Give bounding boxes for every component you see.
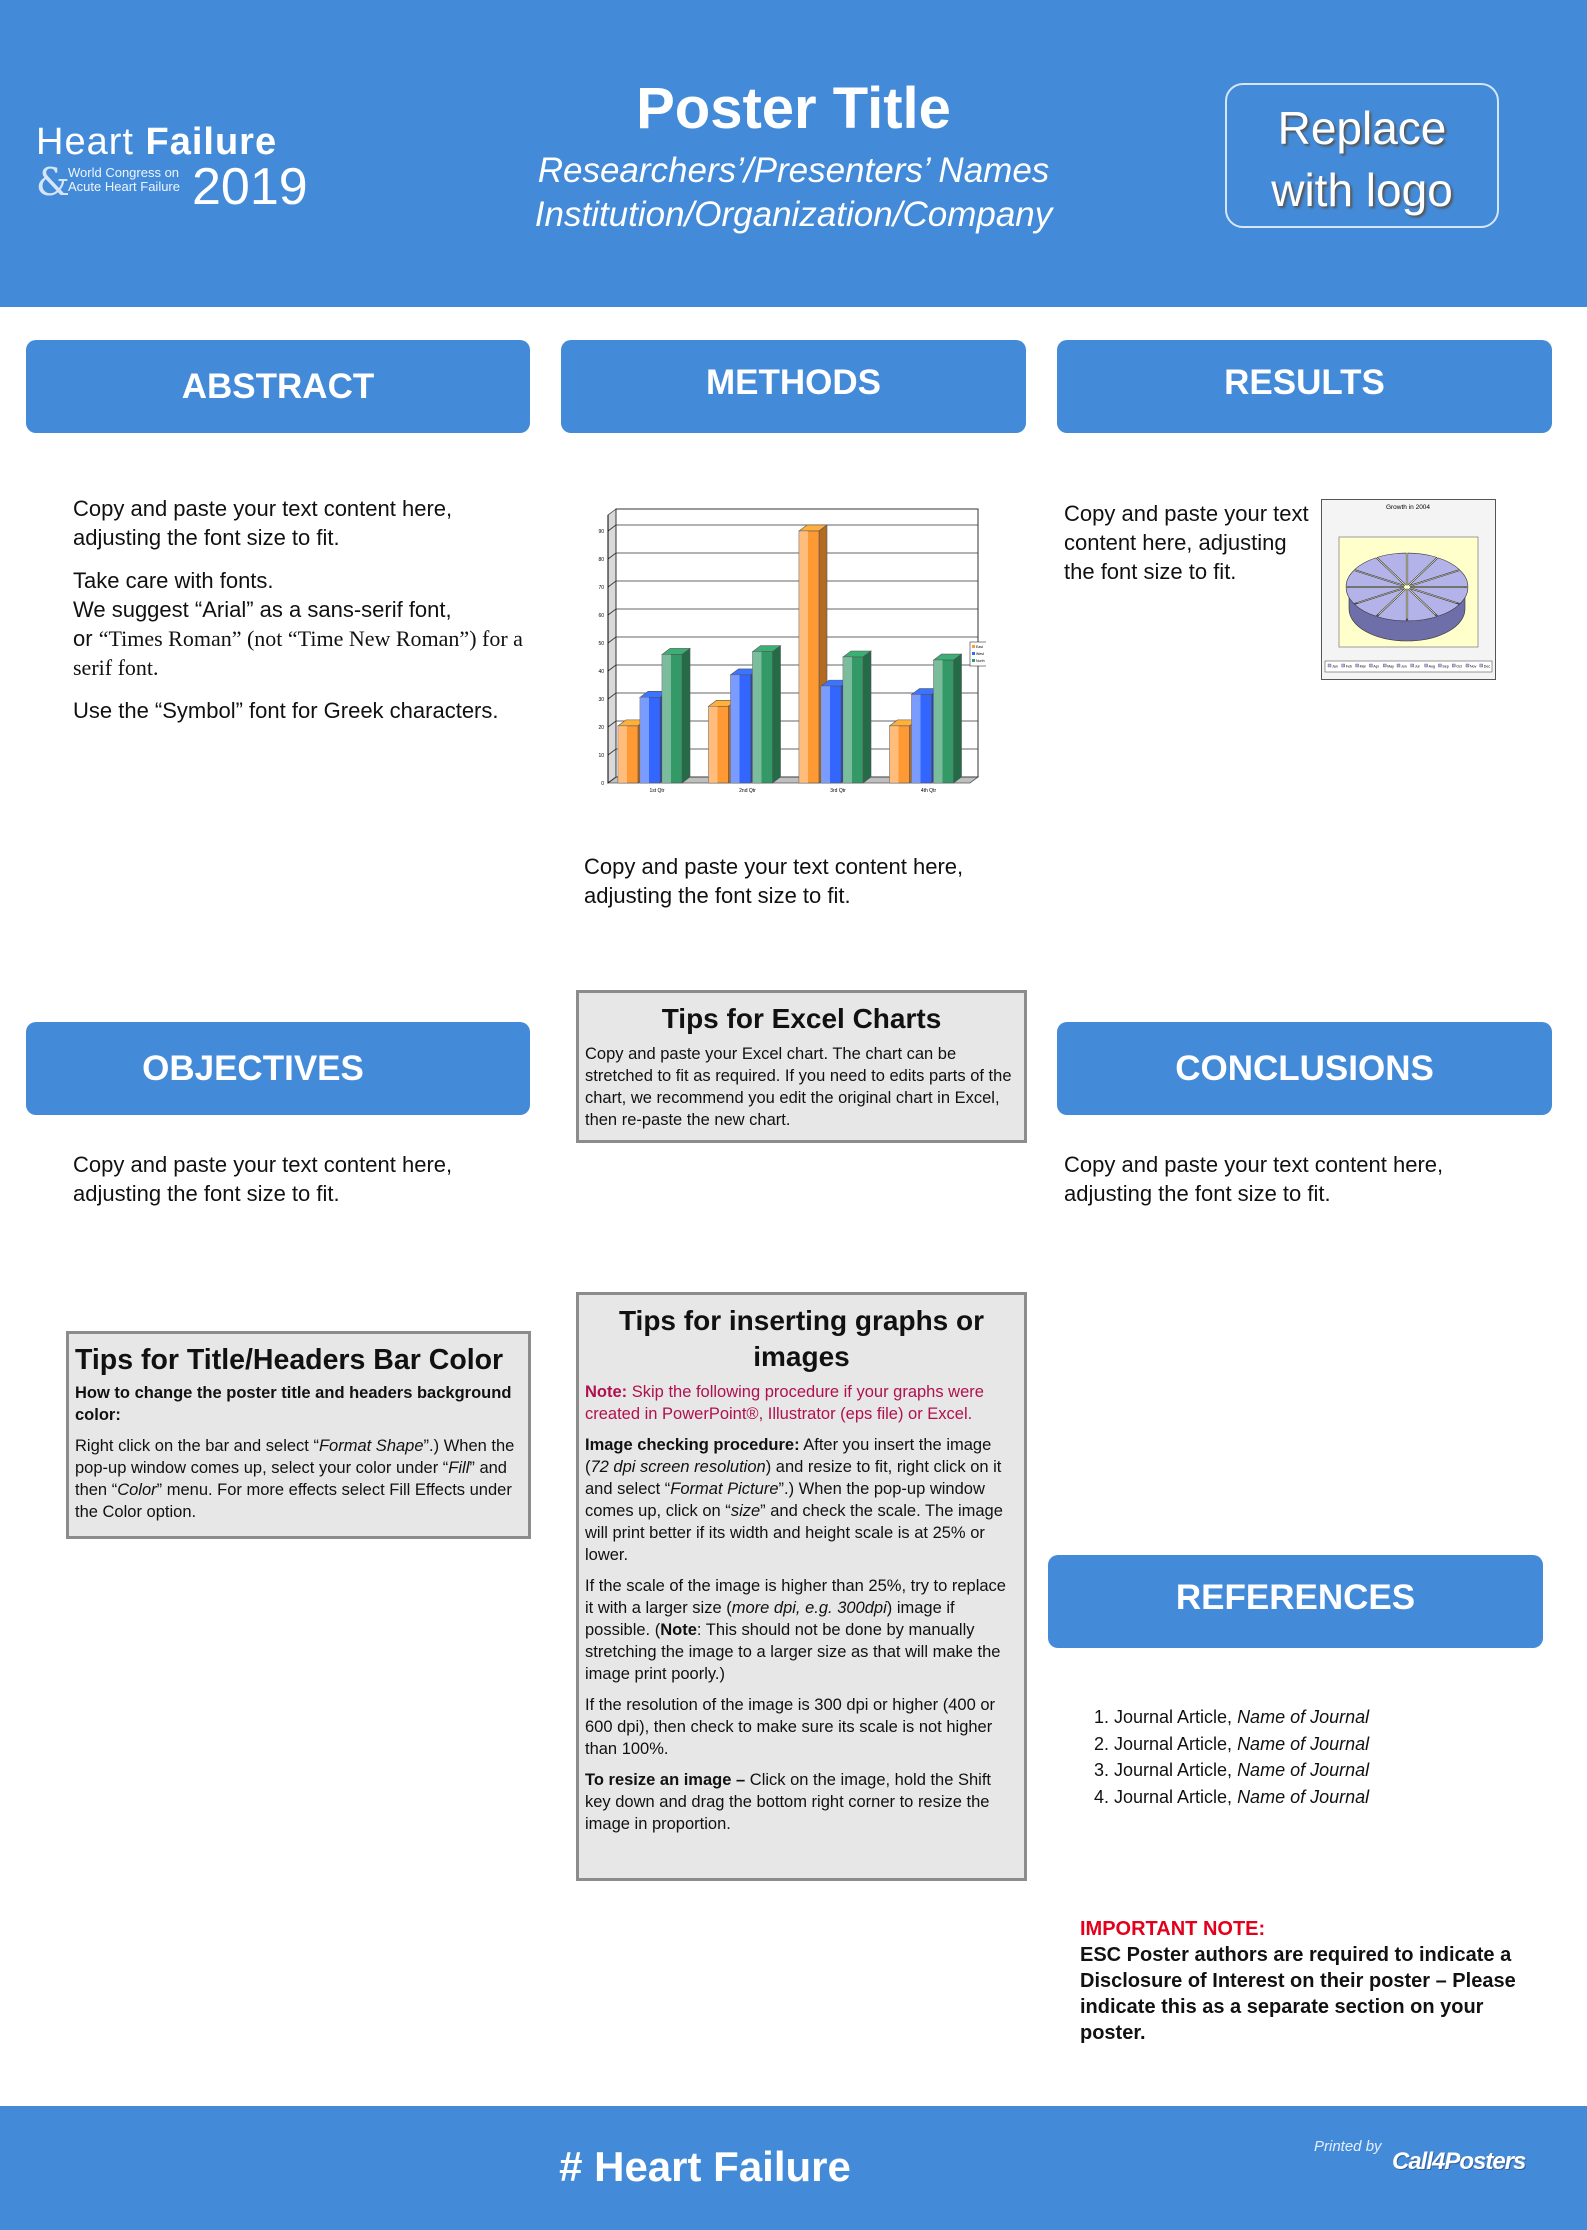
results-pie-chart <box>1321 499 1496 680</box>
bar-highlight <box>618 726 627 783</box>
y-tick-label: 50 <box>598 641 604 647</box>
pie-legend-label: Apr <box>1373 664 1379 669</box>
bar-highlight <box>753 652 762 783</box>
pie-legend-swatch <box>1438 664 1441 667</box>
x-tick-label: 4th Qtr <box>920 788 937 794</box>
tips-graphs-resize: To resize an image – Click on the image, hold the Shift key down and drag the bottom right corner to resize the image in proportion. <box>585 1771 991 1833</box>
methods-header: METHODS <box>561 340 1026 433</box>
important-note-label: IMPORTANT NOTE: <box>1080 1918 1266 1940</box>
important-note <box>1080 1916 1530 2046</box>
bar-side <box>682 648 690 783</box>
brand-sub-line2: Acute Heart Failure <box>68 179 180 194</box>
legend-label: West <box>976 652 984 656</box>
y-tick-label: 80 <box>598 557 604 563</box>
pie-legend-swatch <box>1480 664 1483 667</box>
brand-year: 2019 <box>192 158 308 216</box>
pie-legend-swatch <box>1383 664 1386 667</box>
x-tick-label: 2nd Qtr <box>739 788 756 794</box>
bar-side <box>773 646 781 783</box>
tips-bar-color-box <box>66 1331 531 1539</box>
footer-hashtag: # Heart Failure <box>559 2143 851 2190</box>
pie-legend-swatch <box>1369 664 1372 667</box>
abstract-arial-line: We suggest “Arial” as a sans-serif font, <box>73 597 452 622</box>
bar-side <box>863 651 871 783</box>
tips-bar-text: Right click on the bar and select “Format Shape”.) When the pop-up window comes up, select your color under “Fill” and then “Color” menu. For more effects select Fill Effects under the Color option. <box>75 1437 515 1521</box>
legend-label: North <box>976 659 985 663</box>
tips-graphs-note: Note: Skip the following procedure if your graphs were created in PowerPoint®, Illustrator (eps file) or Excel. <box>585 1383 984 1423</box>
pie-legend-label: Sep <box>1442 664 1449 669</box>
pie-legend-swatch <box>1452 664 1455 667</box>
pie-legend-label: Mar <box>1359 664 1366 669</box>
abstract-text <box>73 494 533 739</box>
pie-legend-label: Jun <box>1401 664 1407 669</box>
tips-graphs-scale: If the scale of the image is higher than 25%, try to replace it with a larger size (more dpi, e.g. 300dpi) image if possible. (Note: This should not be done by manually stretching the image to a larger size as that will make the image print poorly.) <box>585 1577 1006 1683</box>
printed-by-label: Printed by <box>1314 2138 1382 2155</box>
methods-bar-chart <box>586 500 986 805</box>
bar-highlight <box>799 531 808 783</box>
reference-item: 2. Journal Article, Name of Journal <box>1114 1731 1420 1758</box>
tips-bar-title: Tips for Title/Headers Bar Color <box>75 1344 504 1376</box>
pie-chart-title: Growth in 2004 <box>1385 504 1431 511</box>
tips-excel-text: Copy and paste your Excel chart. The chart can be stretched to fit as required. If you need to edits parts of the chart, we recommend you edit the original chart in Excel, then re-paste the new chart. <box>585 1045 1012 1129</box>
brand-sub-line1: World Congress on <box>68 165 180 180</box>
y-tick-label: 90 <box>598 529 604 535</box>
bar-highlight <box>890 726 899 783</box>
logo-placeholder <box>1225 83 1499 228</box>
bar-chart-legend <box>970 642 986 666</box>
y-tick-label: 40 <box>598 669 604 675</box>
header-bar <box>0 0 1587 307</box>
y-tick-label: 20 <box>598 725 604 731</box>
chart-side-wall <box>608 509 616 783</box>
poster-institution: Institution/Organization/Company <box>534 195 1053 234</box>
y-tick-label: 70 <box>598 585 604 591</box>
results-header: RESULTS <box>1057 340 1552 433</box>
tips-excel-charts-box <box>576 990 1027 1143</box>
conclusions-text: Copy and paste your text content here, adjusting the font size to fit. <box>1064 1152 1444 1206</box>
x-tick-label: 3rd Qtr <box>830 788 846 794</box>
bar-highlight <box>821 686 830 783</box>
logo-placeholder-line2: with logo <box>1271 164 1453 216</box>
bar-highlight <box>912 695 921 783</box>
poster-title: Poster Title <box>636 76 951 141</box>
abstract-paragraph-1: Copy and paste your text content here, adjusting the font size to fit. <box>73 496 453 550</box>
pie-legend-label: Feb <box>1345 664 1353 669</box>
legend-label: East <box>976 645 984 649</box>
y-tick-label: 30 <box>598 697 604 703</box>
pie-legend-swatch <box>1425 664 1428 667</box>
bar-highlight <box>709 706 718 783</box>
brand-word-failure: Failure <box>145 121 278 163</box>
pie-chart-legend <box>1325 661 1492 672</box>
y-tick-label: 0 <box>601 781 604 787</box>
abstract-header: ABSTRACT <box>26 340 530 433</box>
tips-graphs-procedure: Image checking procedure: After you insert the image (72 dpi screen resolution) and resize to fit, right click on it and select “Format Picture”.) When the pop-up window comes up, click on “size” and check the scale. The image will print better if its width and height scale is at 25% or lower. <box>585 1436 1003 1564</box>
ampersand-icon: & <box>36 160 70 204</box>
abstract-paragraph-2 <box>73 566 533 682</box>
brand-word-heart: Heart <box>36 121 146 163</box>
pie-legend-swatch <box>1466 664 1469 667</box>
bar-side <box>954 654 962 783</box>
objectives-text: Copy and paste your text content here, adjusting the font size to fit. <box>73 1152 453 1206</box>
abstract-fonts-line: Take care with fonts. <box>73 568 274 593</box>
pie-legend-swatch <box>1328 664 1331 667</box>
tips-graphs-resolution: If the resolution of the image is 300 dpi or higher (400 or 600 dpi), then check to make sure its scale is not higher than 100%. <box>585 1696 995 1758</box>
results-text: Copy and paste your text content here, adjusting the font size to fit. <box>1064 501 1309 584</box>
logo-placeholder-line1: Replace <box>1277 102 1447 154</box>
x-tick-label: 1st Qtr <box>649 788 665 794</box>
legend-swatch <box>972 652 975 655</box>
y-tick-label: 10 <box>598 753 604 759</box>
pie-legend-label: Aug <box>1428 664 1436 669</box>
reference-item: 4. Journal Article, Name of Journal <box>1114 1784 1420 1811</box>
tips-excel-title: Tips for Excel Charts <box>661 1003 942 1034</box>
pie-legend-label: Jan <box>1332 664 1338 669</box>
bar-highlight <box>843 657 852 783</box>
tips-bar-subtitle: How to change the poster title and headers background color: <box>75 1384 512 1424</box>
legend-swatch <box>972 659 975 662</box>
important-note-text: ESC Poster authors are required to indicate a Disclosure of Interest on their poster – Please indicate this as a separate section on your poster. <box>1080 1944 1516 2044</box>
poster-authors: Researchers’/Presenters’ Names <box>537 151 1050 190</box>
abstract-serif-line: “Times Roman” (not “Time New Roman”) for a serif font. <box>73 626 523 680</box>
abstract-paragraph-3: Use the “Symbol” font for Greek characters. <box>73 698 499 723</box>
pie-legend-label: Oct <box>1456 664 1462 669</box>
abstract-or: or <box>73 626 99 651</box>
methods-text: Copy and paste your text content here, adjusting the font size to fit. <box>584 854 964 908</box>
pie-legend-label: Jul <box>1414 664 1420 669</box>
pie-legend-label: Nov <box>1470 664 1477 669</box>
reference-item: 3. Journal Article, Name of Journal <box>1114 1757 1420 1784</box>
y-tick-label: 60 <box>598 613 604 619</box>
pie-legend-label: Dec <box>1483 664 1491 669</box>
bar-highlight <box>934 660 943 783</box>
objectives-header: OBJECTIVES <box>26 1022 530 1115</box>
pie-legend-label: May <box>1387 664 1394 669</box>
bar-highlight <box>731 675 740 783</box>
conclusions-header: CONCLUSIONS <box>1057 1022 1552 1115</box>
bar-highlight <box>662 654 671 783</box>
references-list <box>1090 1704 1420 1810</box>
legend-swatch <box>972 645 975 648</box>
pie-legend-swatch <box>1342 664 1345 667</box>
pie-legend-swatch <box>1356 664 1359 667</box>
pie-legend-swatch <box>1411 664 1414 667</box>
call4posters-logo: Call4Posters <box>1392 2148 1526 2175</box>
tips-graphs-title: Tips for inserting graphs or images <box>618 1305 985 1372</box>
pie-legend-swatch <box>1397 664 1400 667</box>
bar-highlight <box>640 697 649 783</box>
references-header: REFERENCES <box>1048 1555 1543 1648</box>
reference-item: 1. Journal Article, Name of Journal <box>1114 1704 1420 1731</box>
footer-bar <box>0 2106 1587 2230</box>
tips-graphs-box <box>576 1292 1027 1881</box>
